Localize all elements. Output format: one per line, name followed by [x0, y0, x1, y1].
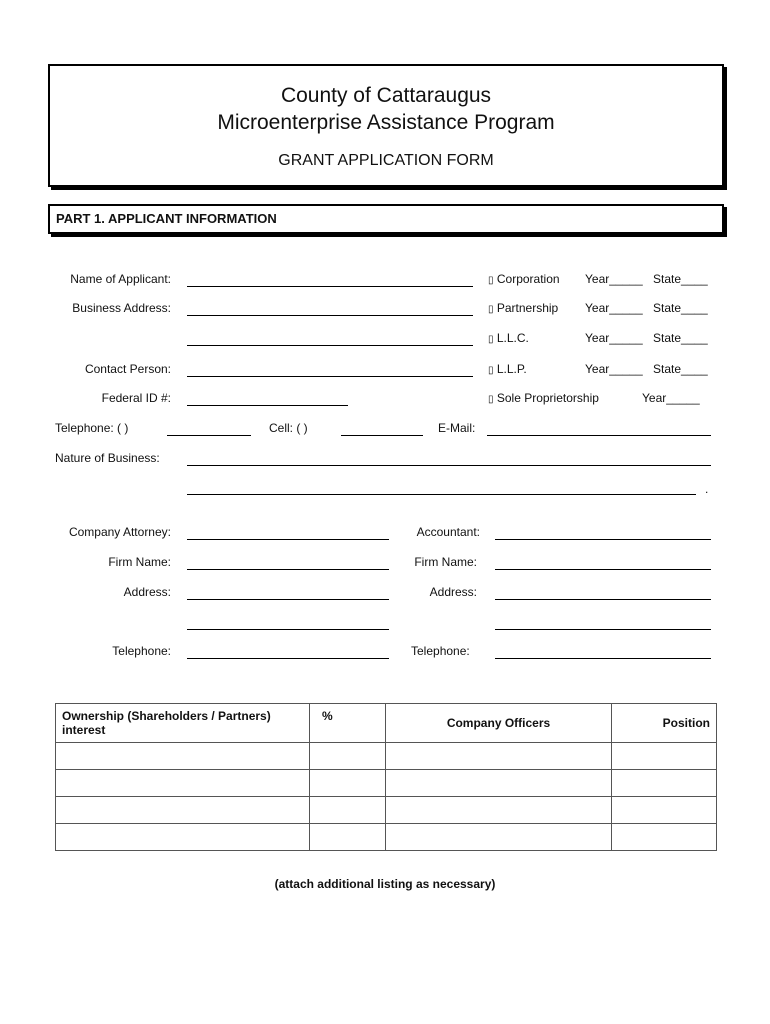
ownership-cell[interactable] [56, 743, 310, 770]
company-attorney-field[interactable] [187, 539, 389, 540]
position-cell[interactable] [612, 770, 717, 797]
nature-end-period: . [705, 482, 709, 496]
nature-of-business-field[interactable] [187, 465, 711, 466]
accountant-firm-name-label: Firm Name: [414, 555, 477, 569]
percent-cell[interactable] [310, 824, 386, 851]
telephone-field[interactable] [167, 435, 251, 436]
name-of-applicant-label: Name of Applicant: [70, 272, 171, 286]
county-title: County of Cattaraugus [280, 84, 492, 107]
ownership-cell[interactable] [56, 824, 310, 851]
accountant-label: Accountant: [416, 525, 480, 539]
officer-cell[interactable] [386, 743, 612, 770]
entity-corporation[interactable]: ▯ Corporation [488, 272, 560, 286]
attorney-firm-name-label: Firm Name: [108, 555, 171, 569]
accountant-firm-name-field[interactable] [495, 569, 711, 570]
checkbox-icon[interactable]: ▯ [488, 394, 494, 405]
email-field[interactable] [487, 435, 711, 436]
ownership-header: Ownership (Shareholders / Partners) interest [56, 704, 310, 743]
business-address-field-2[interactable] [187, 345, 473, 346]
accountant-address-field[interactable] [495, 599, 711, 600]
position-header: Position [612, 704, 717, 743]
ownership-cell[interactable] [56, 770, 310, 797]
entity-year[interactable]: Year_____ [585, 362, 643, 376]
ownership-cell[interactable] [56, 797, 310, 824]
attorney-address-label: Address: [123, 585, 171, 599]
accountant-telephone-field[interactable] [495, 658, 711, 659]
attorney-address-field-2[interactable] [187, 629, 389, 630]
footer-note: (attach additional listing as necessary) [274, 877, 496, 891]
percent-cell[interactable] [310, 743, 386, 770]
attorney-telephone-field[interactable] [187, 658, 389, 659]
name-of-applicant-field[interactable] [187, 286, 473, 287]
officer-cell[interactable] [386, 824, 612, 851]
percent-cell[interactable] [310, 797, 386, 824]
table-row [56, 743, 717, 770]
table-row [56, 770, 717, 797]
entity-state[interactable]: State____ [653, 301, 708, 315]
entity-state[interactable]: State____ [653, 272, 708, 286]
entity-partnership[interactable]: ▯ Partnership [488, 301, 559, 315]
contact-person-label: Contact Person: [84, 362, 171, 376]
officer-cell[interactable] [386, 770, 612, 797]
accountant-telephone-label: Telephone: [411, 644, 470, 658]
company-attorney-label: Company Attorney: [68, 525, 171, 539]
position-cell[interactable] [612, 797, 717, 824]
officer-cell[interactable] [386, 797, 612, 824]
percent-header: % [310, 704, 386, 743]
checkbox-icon[interactable]: ▯ [488, 304, 494, 315]
entity-state[interactable]: State____ [653, 331, 708, 345]
table-row [56, 797, 717, 824]
cell-label: Cell: ( ) [269, 421, 308, 435]
attorney-telephone-label: Telephone: [112, 644, 171, 658]
contact-person-field[interactable] [187, 376, 473, 377]
position-cell[interactable] [612, 743, 717, 770]
program-title: Microenterprise Assistance Program [217, 111, 555, 134]
nature-of-business-field-2[interactable] [187, 494, 696, 495]
checkbox-icon[interactable]: ▯ [488, 334, 494, 345]
telephone-label: Telephone: ( ) [55, 421, 129, 435]
entity-year[interactable]: Year_____ [585, 301, 643, 315]
checkbox-icon[interactable]: ▯ [488, 275, 494, 286]
business-address-field[interactable] [187, 315, 473, 316]
entity-year[interactable]: Year_____ [585, 331, 643, 345]
accountant-field[interactable] [495, 539, 711, 540]
entity-year[interactable]: Year_____ [642, 391, 700, 405]
accountant-address-label: Address: [429, 585, 477, 599]
ownership-table [55, 703, 717, 851]
business-address-label: Business Address: [72, 301, 171, 315]
entity-year[interactable]: Year_____ [585, 272, 643, 286]
attorney-firm-name-field[interactable] [187, 569, 389, 570]
checkbox-icon[interactable]: ▯ [488, 365, 494, 376]
attorney-address-field[interactable] [187, 599, 389, 600]
accountant-address-field-2[interactable] [495, 629, 711, 630]
entity-llc[interactable]: ▯ L.L.C. [488, 331, 529, 345]
cell-field[interactable] [341, 435, 423, 436]
federal-id-field[interactable] [187, 405, 348, 406]
part1-title: PART 1. APPLICANT INFORMATION [56, 211, 277, 226]
federal-id-label: Federal ID #: [101, 391, 171, 405]
part1-header [48, 204, 724, 234]
entity-state[interactable]: State____ [653, 362, 708, 376]
entity-sole-proprietorship[interactable]: ▯ Sole Proprietorship [488, 391, 599, 405]
percent-cell[interactable] [310, 770, 386, 797]
email-label: E-Mail: [438, 421, 476, 435]
table-row [56, 824, 717, 851]
entity-llp[interactable]: ▯ L.L.P. [488, 362, 527, 376]
form-title: GRANT APPLICATION FORM [278, 152, 494, 169]
position-cell[interactable] [612, 824, 717, 851]
nature-of-business-label: Nature of Business: [55, 451, 160, 465]
title-box [48, 64, 724, 187]
company-officers-header: Company Officers [386, 704, 612, 743]
